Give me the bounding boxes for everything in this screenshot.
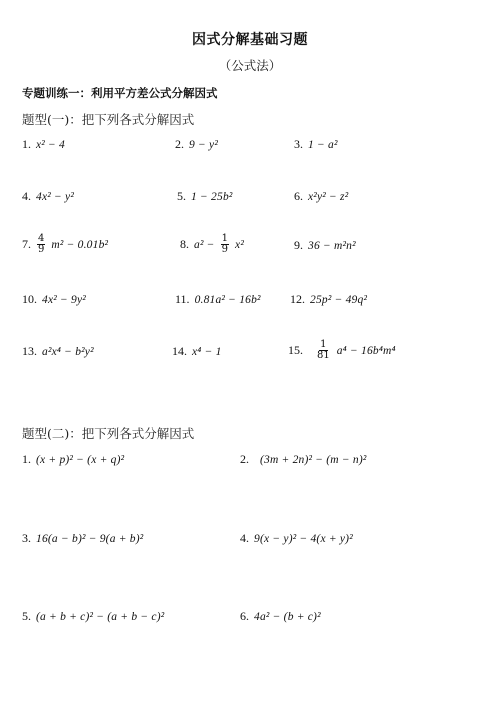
exercise-expression: 4x² − y²: [36, 190, 74, 203]
exercise-number: 5.: [177, 189, 186, 203]
exercise-item: [22, 234, 108, 255]
exercise-expression: 25p² − 49q²: [310, 293, 368, 306]
exercise-expression: x²y² − z²: [308, 190, 349, 203]
exercise-item: [288, 340, 396, 361]
exercise-item: [240, 452, 367, 467]
exercise-item: [240, 609, 321, 624]
exercise-expression: 36 − m²n²: [308, 239, 356, 252]
exercise-expression: 9(x − y)² − 4(x + y)²: [254, 532, 353, 545]
fraction-denominator: 81: [317, 350, 330, 361]
part1-heading: 题型(一)：把下列各式分解因式: [22, 112, 195, 127]
exercise-expression: (a + b + c)² − (a + b − c)²: [36, 610, 165, 623]
exercise-number: 2.: [240, 452, 249, 466]
exercise-number: 3.: [294, 137, 303, 151]
exercise-item: [172, 344, 222, 359]
exercise-item: [22, 531, 143, 546]
exercise-expression: x⁴ − 1: [192, 345, 222, 358]
exercise-number: 10.: [22, 292, 37, 306]
exercise-expression: 16(a − b)² − 9(a + b)²: [36, 532, 144, 545]
exercise-expression: x²: [235, 238, 244, 251]
fraction-denominator: 9: [38, 244, 45, 255]
exercise-item: [180, 234, 244, 255]
exercise-number: 2.: [175, 137, 184, 151]
exercise-number: 3.: [22, 531, 31, 545]
fraction-numerator: 4: [38, 233, 45, 244]
exercise-number: 6.: [240, 609, 249, 623]
exercise-number: 13.: [22, 344, 37, 358]
exercise-expression: 1 − 25b²: [191, 190, 233, 203]
exercise-item: [22, 137, 65, 152]
exercise-number: 4.: [240, 531, 249, 545]
fraction: [316, 340, 331, 361]
exercise-number: 8.: [180, 237, 189, 251]
exercise-expression: a²x⁴ − b²y²: [42, 345, 94, 358]
exercise-item: [294, 238, 356, 253]
fraction-numerator: 1: [221, 233, 229, 244]
exercise-expression: 9 − y²: [189, 138, 219, 151]
exercise-expression: a⁴ − 16b⁴m⁴: [336, 344, 396, 357]
exercise-number: 6.: [294, 189, 303, 203]
exercise-item: [294, 189, 348, 204]
page-title: 因式分解基础习题: [192, 32, 308, 48]
exercise-expression: 0.81a² − 16b²: [194, 293, 261, 306]
exercise-item: [22, 189, 74, 204]
exercise-item: [22, 344, 94, 359]
exercise-expression: (3m + 2n)² − (m − n)²: [260, 453, 367, 466]
exercise-item: [240, 531, 353, 546]
exercise-expression: 4x² − 9y²: [42, 293, 86, 306]
exercise-item: [175, 292, 261, 307]
exercise-number: 5.: [22, 609, 31, 623]
exercise-expression: 1 − a²: [308, 138, 338, 151]
exercise-expression-prefix: a² −: [194, 238, 215, 251]
exercise-number: 12.: [290, 292, 305, 306]
exercise-number: 9.: [294, 238, 303, 252]
exercise-number: 1.: [22, 452, 31, 466]
exercise-number: 11.: [175, 292, 190, 306]
exercise-item: [294, 137, 338, 152]
exercise-item: [290, 292, 367, 307]
exercise-expression: x² − 4: [36, 138, 66, 151]
exercise-expression: m² − 0.01b²: [51, 238, 109, 251]
fraction-numerator: 1: [320, 339, 327, 350]
exercise-number: 4.: [22, 189, 31, 203]
exercise-item: [175, 137, 218, 152]
page-subtitle: （公式法）: [218, 58, 282, 73]
exercise-number: 1.: [22, 137, 31, 151]
exercise-number: 14.: [172, 344, 187, 358]
exercise-number: 7.: [22, 237, 31, 251]
part2-heading: 题型(二)：把下列各式分解因式: [22, 426, 195, 441]
exercise-item: [22, 452, 124, 467]
topic-heading: 专题训练一：利用平方差公式分解因式: [22, 86, 218, 100]
exercise-expression: (x + p)² − (x + q)²: [36, 453, 125, 466]
fraction: [221, 234, 229, 255]
exercise-item: [177, 189, 233, 204]
exercise-expression: 4a² − (b + c)²: [254, 610, 321, 623]
fraction: [37, 234, 45, 255]
fraction-denominator: 9: [221, 244, 229, 255]
exercise-item: [22, 609, 164, 624]
exercise-number: 15.: [288, 343, 303, 357]
exercise-item: [22, 292, 86, 307]
